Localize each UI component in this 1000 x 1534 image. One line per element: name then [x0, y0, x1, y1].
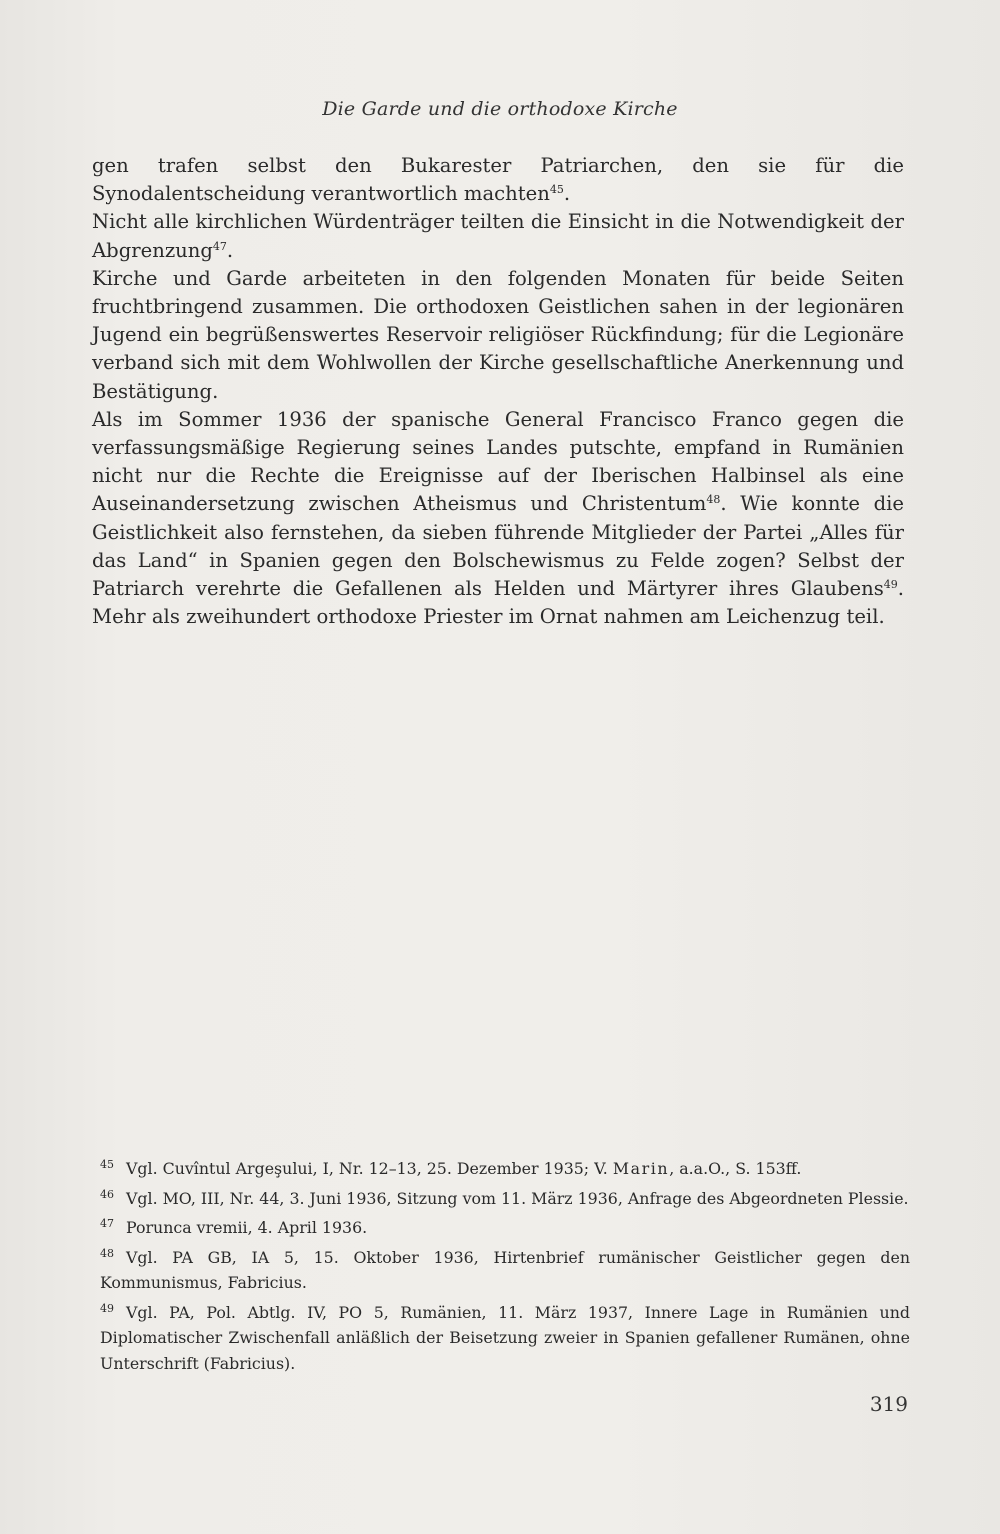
footnote-46: 46 Vgl. MO, III, Nr. 44, 3. Juni 1936, Sitzung vom 11. März 1936, Anfrage des Abgeordneten Plessie.	[100, 1187, 909, 1208]
author-name: Marin	[612, 1159, 670, 1178]
paragraph-4: Als im Sommer 1936 der spanische General Francisco Franco gegen die verfassungsmäßige Regierung seines Landes putschte, empfand in Rumänien nicht nur die Rechte die Ereignisse auf der Iberischen Halbinsel als eine Auseinandersetzung zwischen Atheismus und Christentum$^{48}$. Wie konnte die Geistlichkeit also fernstehen, da sieben führende Mitglieder der Partei „Alles für das Land“ in Spanien gegen den Bolschewismus zu Felde zogen? Selbst der Patriarch verehrte die Gefallenen als Helden und Märtyrer ihres Glaubens$^{49}$. Mehr als zweihundert orthodoxe Priester im Ornat nahmen am Leichenzug teil.	[92, 407, 905, 629]
footnote-ref-46: 47	[212, 239, 227, 253]
paragraph-2: Nicht alle kirchlichen Würdenträger teilten die Einsicht in die Notwendigkeit der Abgrenzung$^{47}$.	[92, 210, 904, 262]
page-number: 319	[869, 1392, 908, 1416]
footnote-49: 49 Vgl. PA, Pol. Abtlg. IV, PO 5, Rumänien, 11. März 1937, Innere Lage in Rumänien und Diplomatischer Zwischenfall anläßlich der Beisetzung zweier in Spanien gefallener Rumänen, ohne Unterschrift (Fabricius).	[100, 1301, 910, 1373]
footnotes	[100, 1152, 910, 1376]
paragraph-1: gen trafen selbst den Bukarester Patriarchen, den sie für die Synodalentscheidung verantwortlich machten$^{45}$.	[92, 154, 904, 206]
footnote-45: 45 Vgl. Cuvîntul Argeşului, I, Nr. 12–13, 25. Dezember 1935; V. Marin, a.a.O., S. 153ff.	[100, 1158, 802, 1178]
footnote-47: 47 Porunca vremii, 4. April 1936.	[100, 1217, 368, 1237]
body-text	[92, 152, 904, 631]
footnote-ref-48: 48	[706, 493, 721, 507]
paragraph-3: Kirche und Garde arbeiteten in den folgenden Monaten für beide Seiten fruchtbringend zusammen. Die orthodoxen Geistlichen sahen in der legionären Jugend ein begrüßenswertes Reservoir religiöser Rückfindung; für die Legionäre verband sich mit dem Wohlwollen der Kirche gesellschaftliche Anerkennung und Bestätigung.	[92, 266, 904, 403]
running-head: Die Garde und die orthodoxe Kirche	[322, 98, 678, 120]
footnote-ref-45: 45	[549, 183, 564, 197]
footnote-ref-49: 49	[883, 578, 898, 592]
footnote-48: 48 Vgl. PA GB, IA 5, 15. Oktober 1936, Hirtenbrief rumänischer Geistlicher gegen den Kommunismus, Fabricius.	[100, 1246, 910, 1292]
